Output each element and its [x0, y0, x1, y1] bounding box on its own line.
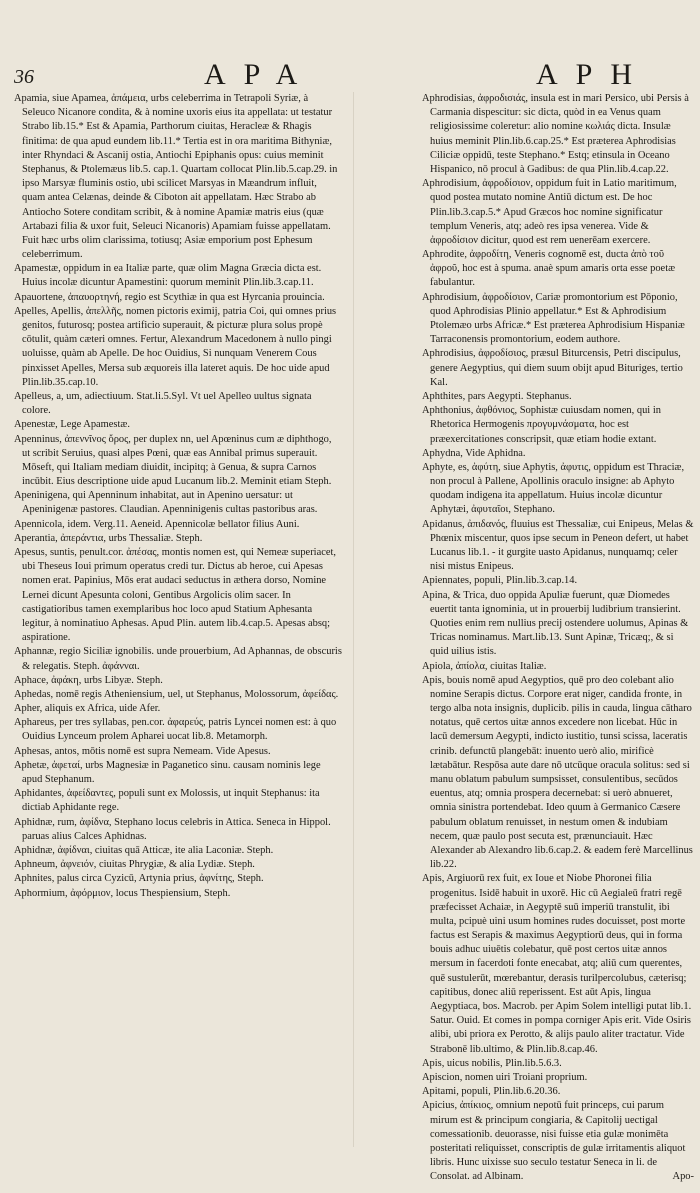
dictionary-entry: Aphannæ, regio Siciliæ ignobilis. unde prouerbium, Ad Aphannas, de obscuris & relegatis. Steph. ἀφάνναι.	[14, 646, 342, 672]
dictionary-entry: Apamestæ, oppidum in ea Italiæ parte, quæ olim Magna Græcia dicta est. Huius incolæ dicuntur Apamestini: quorum meminit Plin.lib.3.cap.11.	[14, 263, 322, 289]
dictionary-entry: Aphareus, per tres syllabas, pen.cor. ἀφαρεύς, patris Lyncei nomen est: à quo Ouidius Lynceum prolem Apharei uocat lib.8. Metamorph.	[14, 717, 337, 743]
dictionary-entry: Apenninus, ἀπεννῖνος ὄρος, per duplex nn, uel Apœninus cum æ diphthogo, ut scribit Seruius, quasi alpes Pœni, quæ eas Annibal primus superauit. Mōseft, qui Italiam mediam diuidit, incipitq; à Genua, & supra Carnos incūbit. Eius descriptione uide apud Lucanum lib.2. Meminit etiam Steph.	[14, 433, 332, 488]
dictionary-entry: Aperantia, ἀπεράντια, urbs Thessaliæ. Steph.	[14, 532, 203, 544]
dictionary-entry: Apelleus, a, um, adiectiuum. Stat.li.5.Syl. Vt uel Apelleo uultus signata colore.	[14, 390, 312, 417]
right-column	[422, 92, 694, 1185]
dictionary-entry: Aphthites, pars Aegypti. Stephanus.	[422, 390, 572, 402]
column-gutter	[353, 92, 354, 1147]
dictionary-entry: Aphrodite, ἀφροδίτη, Veneris cognomē est, ducta ἀπὸ τοῦ ἀφροῦ, hoc est à spuma. anaè spum amaris orta esse poetæ fabulantur.	[422, 249, 676, 289]
catchword: Apo-	[672, 1171, 694, 1183]
dictionary-entry: Apiola, ἀπίολα, ciuitas Italiæ.	[422, 660, 547, 672]
dictionary-entry: Apeninigena, qui Apenninum inhabitat, aut in Apenino uersatur: ut Apeninigenæ pastores. Claudian. Apenninigenis cultas pastoribus aras.	[14, 490, 318, 516]
dictionary-entry: Apenestæ, Lege Apamestæ.	[14, 419, 130, 431]
dictionary-entry: Apina, & Trica, duo oppida Apuliæ fuerunt, quæ Diomedes euertit tanta ignominia, ut in prouerbij ludibrium transierint. Quoties enim rem nullius precij ostendere uolumus, Apinas & Tricas nominamus. Mart.lib.13. Sunt Apinæ, Tricæq;, & si quid uilius istis.	[422, 589, 689, 658]
left-column	[14, 92, 342, 901]
dictionary-entry: Aphrodisias, ἀφροδισιάς, insula est in mari Persico, ubi Persis à Carmania dispescitur: sic dicta, quòd in ea Venus quam religiosissime coleretur: alio nomine κωλιάς dicta. Insulæ huius meminit Plin.lib.6.cap.25.* Est præterea Aphrodisias Ciliciæ oppidū, teste Stephano.* Estq; etinsula in Oceano Hispanico, nō procul à Gadibus: de qua Plin.lib.4.cap.22.	[422, 93, 689, 175]
dictionary-entry: Apiennates, populi, Plin.lib.3.cap.14.	[422, 575, 578, 587]
dictionary-entry: Apiscion, nomen uiri Troiani proprium.	[422, 1071, 588, 1083]
dictionary-entry: Apidanus, ἀπιδανός, fluuius est Thessaliæ, cui Enipeus, Melas & Phœnix miscentur, quos ipse secum in Peneon defert, ut habet Lucanus lib.1. - it gurgite uasto Apidanus, nunquamq; celer nisi mistus Enipeus.	[422, 518, 694, 573]
dictionary-entry: Aphace, ἀφάκη, urbs Libyæ. Steph.	[14, 674, 163, 686]
dictionary-entry: Apis, uicus nobilis, Plin.lib.5.6.3.	[422, 1057, 562, 1069]
dictionary-entry: Apelles, Apellis, ἀπελλῆς, nomen pictoris eximij, patria Coi, qui omnes prius genitos, futurosq; postea artificio superauit, & picturæ plura solus propè cōtulit, quàm cæteri omnes. Fertur, Alexandrum Macedonem à nullo pingi uoluisse, quàm ab Apelle. De hoc Ouidius, Si nunquam Venerem Cous pinxisset Apelles, Mersa sub æquoreis illa lateret aquis. De hoc uide apud Plin.lib.35.cap.10.	[14, 305, 337, 388]
dictionary-entry: Apher, aliquis ex Africa, uide Afer.	[14, 703, 161, 715]
dictionary-entry: Aphetæ, ἀφεταί, urbs Magnesiæ in Paganetico sinu. causam nominis lege apud Stephanum.	[14, 759, 321, 785]
dictionary-entry: Aphormium, ἀφόρμιον, locus Thespiensium, Steph.	[14, 887, 231, 899]
dictionary-entry: Apamia, siue Apamea, ἀπάμεια, urbs celeberrima in Tetrapoli Syriæ, à Seleuco Nicanore condita, & à nomine uxoris eius ita appellata: ut testatur Strabo lib.15.* Est & Apamia, Parthorum ciuitas, Heracleæ & Rhagis finitima: de qua apud eundem lib.11.* Tertia est in ora maritima Bithyniæ, inter Rhyndaci & Ascanij ostia, Antiochi Epiphanis opus: cuius meminit Stephanus, & Ptolemæus lib.5. cap.1. Quartam collocat Plin.lib.5.cap.29. in ipso Marsyæ fluminis ostio, ubi scilicet Marsyas in Mæandrum influit, quam antea Celænas, deinde & Ciboton ait appellatam. Hæc Strabo ab Antiocho Sotere conditam scribit, & à nomine Apamiæ matris eius (quæ Artabazi filia & uxor fuit, Seleuci Nicanoris) Apamiam fuisse appellatam. Fuit hæc urbs olim clarissima, totiusq; Asiæ emporium post Ephesum celeberrimum.	[14, 93, 338, 261]
dictionary-entry: Aphrodisium, ἀφροδίσιον, Cariæ promontorium est Pōponio, quod Aphrodisias Plinio appellatur.* Est & Aphrodisium Ptolemæo urbs Africæ.* Est præterea Aphrodisium Hispaniæ Tarraconensis promontorium, eodem authore.	[422, 291, 685, 346]
dictionary-entry: Aphneum, ἀφνειόν, ciuitas Phrygiæ, & alia Lydiæ. Steph.	[14, 859, 255, 871]
dictionary-entry: Aphidnæ, rum, ἀφίδνα, Stephano locus celebris in Attica. Seneca in Hippol. paruas alius Calces Aphidnas.	[14, 816, 331, 842]
dictionary-entry: Aphyte, es, ἀφύτη, siue Aphytis, ἀφυτις, oppidum est Thraciæ, non procul à Pallene, Apollinis oraculo insigne: ab Aphyto quodam indigena ita appellatum. Huius incolæ dicuntur Aphytæi, ἀφυταῖοι, Stephano.	[422, 461, 685, 516]
dictionary-entry: Aphnites, palus circa Cyzicū, Artynia prius, ἀφνίτης, Steph.	[14, 873, 264, 885]
dictionary-entry: Aphesas, antos, mōtis nomē est supra Nemeam. Vide Apesus.	[14, 745, 271, 757]
running-head-right: APH	[536, 58, 651, 91]
running-head-left: APA	[204, 58, 316, 91]
dictionary-entry: Apesus, suntis, penult.cor. ἀπέσας, montis nomen est, qui Nemeæ superiacet, ubi Theseus Ioui primum operatus credi tur. Dictus ab heroe, cui Apesas nomen erat. Papinius, Mōs erat audaci seductus in æthera dorso, Nomine Lernei dicunt Apesunta coloni, Gentibus Argolicis olim sacer. In castigatioribus tamen exemplaribus hoc loco apud Statium Aphesanta legitur, à nominatiuo Aphesas. Apud Plin. autem lib.4.cap.5. Apesas absq; aspiratione.	[14, 547, 336, 644]
dictionary-entry: Aphidantes, ἀφείδαντες, populi sunt ex Molossis, ut inquit Stephanus: ita dictiab Aphidante rege.	[14, 788, 320, 814]
dictionary-entry: Apennicola, idem. Verg.11. Aeneid. Apennicolæ bellator filius Auni.	[14, 518, 300, 530]
dictionary-entry: Aphidnæ, ἀφίδναι, ciuitas quā Atticæ, ite alia Laconiæ. Steph.	[14, 844, 274, 856]
dictionary-entry: Aphthonius, ἀφθόνιος, Sophistæ cuiusdam nomen, qui in Rhetorica Hermogenis προγυμνάσματα, hoc est præexercitationes conscripsit, quæ etiam hodie extant.	[422, 405, 661, 445]
dictionary-entry: Aphydna, Vide Aphidna.	[422, 447, 526, 459]
dictionary-entry: Apitami, populi, Plin.lib.6.20.36.	[422, 1086, 561, 1098]
dictionary-entry: Apis, bouis nomē apud Aegyptios, quē pro deo colebant alio nomine Serapis dictus. Corpore erat niger, candida fronte, in tergo alba nota insignis, duplicib. pilis in cauda, lingua cātharo notatus, quē certos uitæ annos excedere non licebat. Hūc in lacū demersum Aegypti, indicto iustitio, tunsi scissa, laceratis crinib. defunctū plangebāt: inuento uerò alio, mirificè lætabātur. Respōsa aute dare nō utcūque oracula solitus: sed si manu oblatum pabulum sumpsisset, consulentibus, secūdos euentus, atq; omnia prospera decernebat: si uerò abnueret, omnia sinistra portendebat. Ideo quum à Germanico Cæsere pabulum oblatum renuisset, in nestum omen & indubiam necem, quæ paulo post secuta est, prænunciauit. Hæc Alexander ab Alexandro lib.6.cap.2. & eadem ferè Marcellinus lib.22.	[422, 674, 693, 871]
page-number: 36	[14, 66, 34, 88]
dictionary-entry: Apicius, ἀπίκιος, omnium nepotū fuit princeps, cui parum mirum est & principum congiaria, & Capitolij uectigal comessationib. deuorasse, nisi fuisse etia gulæ monimēta posteritati reliquisset, conscriptis de gulæ irritamentis aliquot libris. Hunc uixisse suo seculo testatur Seneca in li. de Consolat. ad Albinam.	[422, 1100, 686, 1183]
dictionary-entry: Aphedas, nomē regis Atheniensium, uel, ut Stephanus, Molossorum, ἀφείδας.	[14, 688, 339, 700]
dictionary-entry: Aphrodisium, ἀφροδίσιον, oppidum fuit in Latio maritimum, quod postea mutato nomine Antiū dictum est. De hoc Plin.lib.3.cap.5.* Apud Græcos hoc nomine significatur templum Veneris, atq; adeò res ipsa venerea. Vide & ἀφροδίσιον dicitur, quod est rem uenerēam exercere.	[422, 178, 677, 246]
dictionary-entry: Apauortene, ἀπαυορτηνή, regio est Scythiæ in qua est Hyrcania prouincia.	[14, 291, 325, 303]
dictionary-entry: Apis, Argiuorū rex fuit, ex Ioue et Niobe Phoronei filia progenitus. Isidē habuit in uxorē. Hic cū Aegialeū fratri regē præfecisset Achaiæ, in Aegyptē suū imperiū transtulit, ibi multa, pcipuè uini usum homines rudes docuisset, post morte factus est Serapis & maximus Aegyptiorū deus, qui in forma bouis adhuc uiuētis colebatur, quē post certos uitæ annos mersum in facerdoti fonte enecabat, atq; aliū cum querentes, quē sustulerūt, mœrebantur, derasis turilpercolubus, cæterisq; capitibus, donec aliū reperissent. Est aūt Apis, lingua Aegyptiaca, bos. Macrob. per Apim Solem intelligi putat lib.1. Satur. Ouid. Et comes in pompa corniger Apis erit. Vide Osiris alibi, ubi priora ex Perotto, & alijs paulo aliter tractatur. Vide Strabonē lib.ultimo, & Plin.lib.8.cap.46.	[422, 873, 692, 1055]
dictionary-entry: Aphrodisius, ἀφροδίσιος, præsul Biturcensis, Petri discipulus, genere Aegyptius, qui diem suum obijt apud Bituriges, tertio Kal.	[422, 348, 683, 388]
